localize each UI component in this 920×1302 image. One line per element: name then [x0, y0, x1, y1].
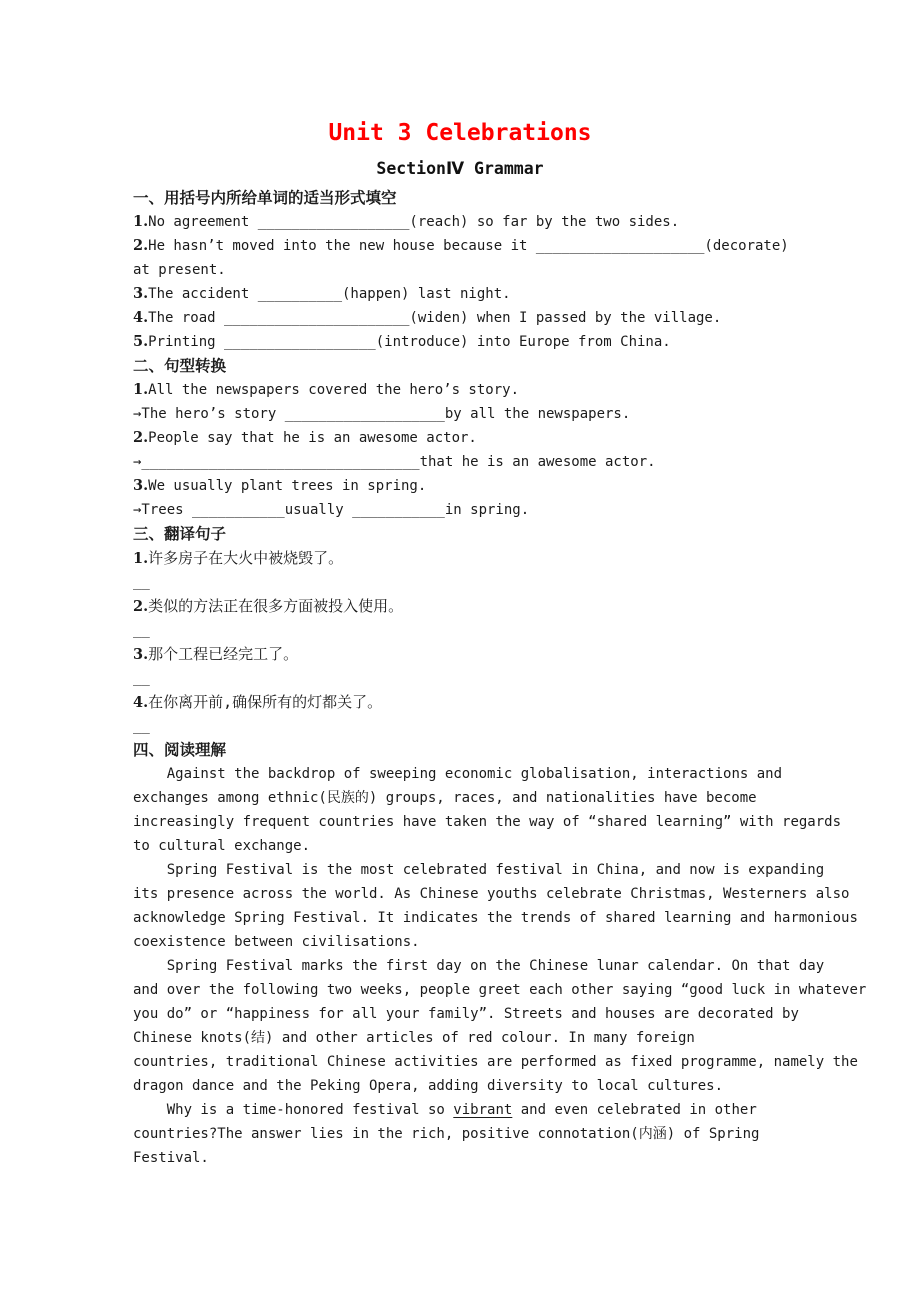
answer-stub-line — [133, 666, 860, 690]
transform-answer-line — [133, 498, 860, 522]
section3-heading: 三、翻译句子 — [133, 525, 227, 543]
item-text: →_________________________________that he is an awesome actor. — [133, 454, 656, 470]
underlined-word: vibrant — [453, 1102, 513, 1118]
passage-line: countries, traditional Chinese activities are performed as fixed programme, namely the — [133, 1054, 858, 1070]
transform-source-line — [133, 378, 860, 402]
item-number: 1. — [133, 381, 149, 398]
item-text: __ — [133, 622, 150, 638]
passage-line: countries?The answer lies in the rich, positive connotation(内涵) of Spring — [133, 1126, 760, 1142]
fill-blank-item — [133, 306, 860, 330]
item-number: 5. — [133, 333, 149, 350]
item-text: at present. — [133, 262, 226, 278]
translation-item — [133, 690, 860, 714]
item-text: __ — [133, 718, 150, 734]
item-text: We usually plant trees in spring. — [148, 478, 427, 494]
item-number: 2. — [133, 429, 149, 446]
item-text: He hasn’t moved into the new house because it ____________________(decorate) — [148, 238, 789, 254]
item-text: All the newspapers covered the hero’s story. — [148, 382, 520, 398]
answer-stub-line — [133, 618, 860, 642]
item-number: 4. — [133, 309, 149, 326]
item-text: The road ______________________(widen) when I passed by the village. — [148, 310, 722, 326]
answer-stub-line — [133, 570, 860, 594]
item-number: 2. — [133, 598, 149, 615]
item-number: 1. — [133, 550, 149, 567]
fill-blank-item — [133, 234, 860, 258]
fill-blank-item — [133, 330, 860, 354]
passage-line: Spring Festival marks the first day on the Chinese lunar calendar. On that day — [133, 958, 825, 974]
item-text: __ — [133, 670, 150, 686]
item-text: People say that he is an awesome actor. — [148, 430, 477, 446]
translation-item — [133, 594, 860, 618]
item-text: 在你离开前,确保所有的灯都关了。 — [148, 693, 383, 711]
item-number: 3. — [133, 477, 149, 494]
section2-heading: 二、句型转换 — [133, 357, 227, 375]
item-number: 4. — [133, 694, 149, 711]
passage-line: Chinese knots(结) and other articles of red colour. In many foreign — [133, 1030, 695, 1046]
item-number: 3. — [133, 646, 149, 663]
item-number: 3. — [133, 285, 149, 302]
item-text: 许多房子在大火中被烧毁了。 — [148, 549, 344, 567]
passage-line: and over the following two weeks, people greet each other saying “good luck in whatever — [133, 982, 867, 998]
item-text: Printing __________________(introduce) into Europe from China. — [148, 334, 671, 350]
passage-line — [133, 1098, 860, 1122]
fill-blank-item — [133, 210, 860, 234]
passage-line: Spring Festival is the most celebrated festival in China, and now is expanding — [133, 862, 825, 878]
item-text: →The hero’s story ___________________by all the newspapers. — [133, 406, 631, 422]
passage-line: exchanges among ethnic(民族的) groups, races, and nationalities have become — [133, 790, 757, 806]
item-text: No agreement __________________(reach) so far by the two sides. — [148, 214, 680, 230]
translation-item — [133, 546, 860, 570]
continuation-line — [133, 258, 860, 282]
passage-text: and even celebrated in other — [512, 1102, 757, 1118]
fill-blank-item — [133, 282, 860, 306]
item-number: 2. — [133, 237, 149, 254]
page-title: Unit 3 Celebrations — [328, 120, 592, 146]
transform-source-line — [133, 474, 860, 498]
item-text: __ — [133, 574, 150, 590]
item-text: 那个工程已经完工了。 — [148, 645, 299, 663]
passage-line: Festival. — [133, 1150, 209, 1166]
passage-line: you do” or “happiness for all your family”. Streets and houses are decorated by — [133, 1006, 799, 1022]
passage-line: Against the backdrop of sweeping economic globalisation, interactions and — [133, 766, 783, 782]
passage-line: acknowledge Spring Festival. It indicates the trends of shared learning and harmonious — [133, 910, 858, 926]
section4-heading: 四、阅读理解 — [133, 741, 227, 759]
transform-source-line — [133, 426, 860, 450]
passage-line: its presence across the world. As Chinese youths celebrate Christmas, Westerners also — [133, 886, 850, 902]
translation-item — [133, 642, 860, 666]
passage-line: coexistence between civilisations. — [133, 934, 420, 950]
passage-line: increasingly frequent countries have taken the way of “shared learning” with regards — [133, 814, 842, 830]
transform-answer-line — [133, 450, 860, 474]
item-text: 类似的方法正在很多方面被投入使用。 — [148, 597, 404, 615]
passage-line: dragon dance and the Peking Opera, adding diversity to local cultures. — [133, 1078, 724, 1094]
item-number: 1. — [133, 213, 149, 230]
answer-stub-line — [133, 714, 860, 738]
passage-text: Why is a time-honored festival so — [133, 1102, 454, 1118]
passage-line: to cultural exchange. — [133, 838, 311, 854]
item-text: →Trees ___________usually ___________in spring. — [133, 502, 530, 518]
item-text: The accident __________(happen) last night. — [148, 286, 511, 302]
section-subtitle: SectionⅣ Grammar — [376, 159, 544, 178]
transform-answer-line — [133, 402, 860, 426]
section1-heading: 一、用括号内所给单词的适当形式填空 — [133, 189, 397, 207]
